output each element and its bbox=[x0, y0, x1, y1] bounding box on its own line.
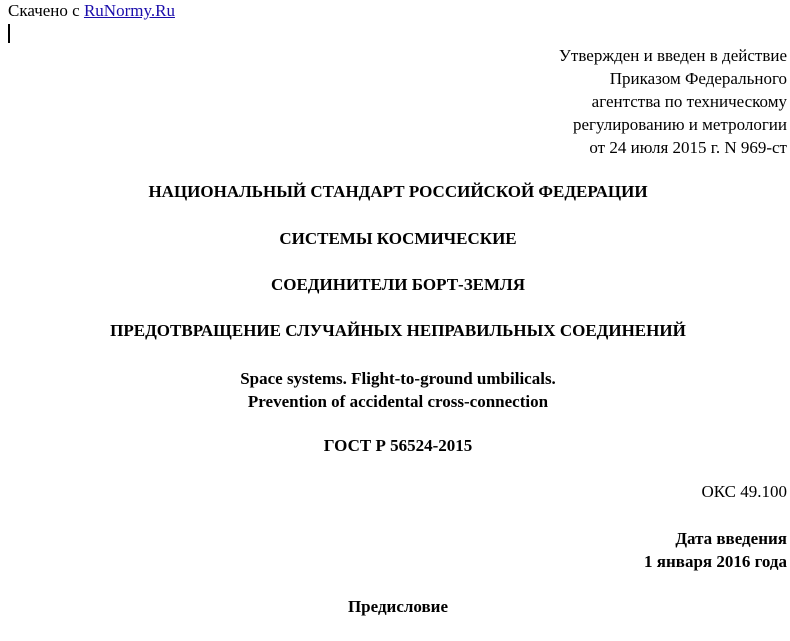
english-title-line: Prevention of accidental cross-connection bbox=[247, 392, 549, 411]
english-title-line: Space systems. Flight-to-ground umbilicals. bbox=[240, 369, 556, 388]
introduction-date-block bbox=[644, 527, 787, 573]
text-cursor bbox=[8, 24, 10, 43]
approval-line: от 24 июля 2015 г. N 969-ст bbox=[589, 138, 787, 157]
prevention-heading: ПРЕДОТВРАЩЕНИЕ СЛУЧАЙНЫХ НЕПРАВИЛЬНЫХ СОЕДИНЕНИЙ bbox=[110, 321, 686, 340]
approval-line: Утвержден и введен в действие bbox=[558, 46, 787, 65]
oks-code: ОКС 49.100 bbox=[701, 482, 787, 501]
gost-number: ГОСТ Р 56524-2015 bbox=[323, 436, 473, 455]
connectors-heading: СОЕДИНИТЕЛИ БОРТ-ЗЕМЛЯ bbox=[270, 275, 526, 294]
runormy-link[interactable]: RuNormy.Ru bbox=[83, 1, 175, 20]
english-title bbox=[0, 367, 790, 413]
preface-heading: Предисловие bbox=[347, 597, 449, 616]
approval-line: регулированию и метрологии bbox=[572, 115, 787, 134]
approval-line: Приказом Федерального bbox=[609, 69, 787, 88]
approval-block bbox=[387, 44, 787, 159]
approval-line: агентства по техническому bbox=[591, 92, 787, 111]
download-source-line bbox=[8, 0, 175, 22]
download-prefix: Скачено с bbox=[8, 1, 84, 20]
space-systems-heading: СИСТЕМЫ КОСМИЧЕСКИЕ bbox=[279, 229, 517, 248]
introduction-date-label: Дата введения bbox=[675, 529, 787, 548]
introduction-date-value: 1 января 2016 года bbox=[644, 552, 787, 571]
national-standard-heading: НАЦИОНАЛЬНЫЙ СТАНДАРТ РОССИЙСКОЙ ФЕДЕРАЦИИ bbox=[148, 182, 648, 201]
